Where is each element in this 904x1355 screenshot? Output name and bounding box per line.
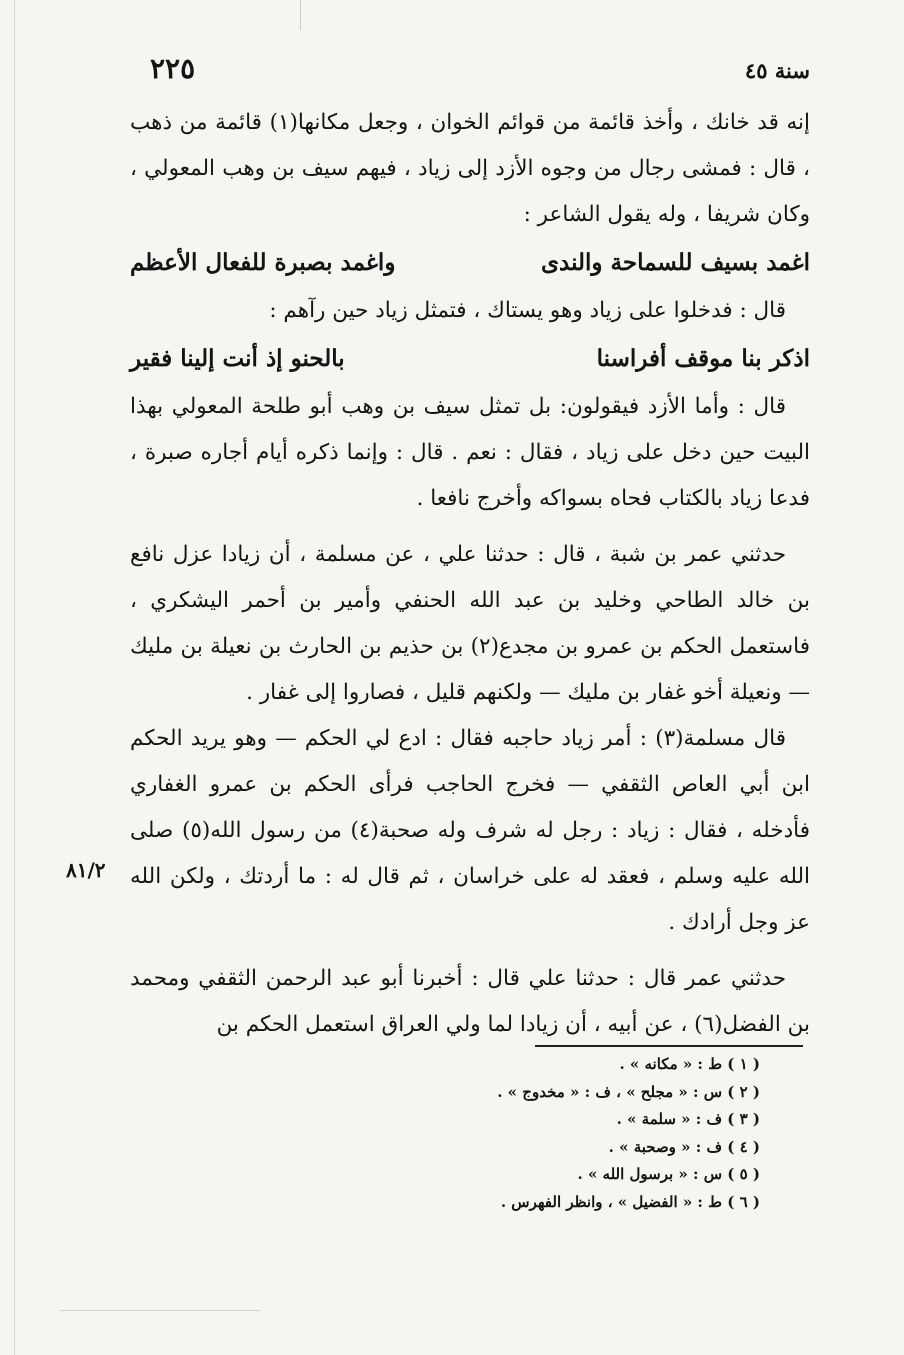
verse-hemistich-first: اغمد بسيف للسماحة والندى [541, 249, 810, 276]
margin-reference: ٨١/٢ [66, 858, 106, 882]
footnote-separator [535, 1045, 803, 1047]
running-head-year: سنة ٤٥ [744, 58, 810, 83]
verse-line [130, 238, 810, 288]
verse-hemistich-first: اذكر بنا موقف أفراسنا [596, 345, 810, 372]
page-header [150, 52, 810, 88]
footnote: ( ٣ ) ف : « سلمة » . [616, 1110, 760, 1128]
paragraph: قال مسلمة(٣) : أمر زياد حاجبه فقال : ادع لي الحكم — وهو يريد الحكم ابن أبي العاص الثقفي — فخرج الحاجب فرأى الحكم بن عمرو الغفاري فأدخله ، فقال : زياد : رجل له شرف وله صحبة(٤) من رسول الله(٥) صلى الله عليه وسلم ، فعقد له على خراسان ، ثم قال له : ما أردتك ، ولكن الله عز وجل أرادك . [130, 726, 810, 935]
paragraph: حدثني عمر قال : حدثنا علي قال : أخبرنا أبو عبد الرحمن الثقفي ومحمد بن الفضل(٦) ، عن أبيه ، أن زيادا لما ولي العراق استعمل الحكم بن [130, 966, 810, 1037]
footnote: ( ١ ) ط : « مكانه » . [619, 1055, 760, 1073]
main-text [130, 100, 810, 1048]
page-number: ٢٢٥ [150, 52, 196, 85]
page-crease [300, 0, 301, 30]
paragraph: قال : وأما الأزد فيقولون: بل تمثل سيف بن وهب أبو طلحة المعولي بهذا البيت حين دخل على زياد ، فقال : نعم . قال : وإنما ذكره أيام أجاره صبرة ، فدعا زياد بالكتاب فحاه بسواكه وأخرج نافعا . [130, 394, 810, 511]
footnote: ( ٥ ) س : « برسول الله » . [577, 1165, 760, 1183]
footnote: ( ٤ ) ف : « وصحبة » . [608, 1137, 760, 1156]
page-edge [14, 0, 15, 1355]
page-smudge [60, 1310, 260, 1311]
verse-hemistich-second: بالحنو إذ أنت إلينا فقير [130, 345, 345, 372]
verse-hemistich-second: واغمد بصبرة للفعال الأعظم [130, 249, 396, 276]
paragraph: حدثني عمر بن شبة ، قال : حدثنا علي ، عن مسلمة ، أن زيادا عزل نافع بن خالد الطاحي وخليد بن عبد الله الحنفي وأمير بن أحمر اليشكري ، فاستعمل الحكم بن عمرو بن مجدع(٢) بن حذيم بن الحارث بن نعيلة بن مليك — ونعيلة أخو غفار بن مليك — ولكنهم قليل ، فصاروا إلى غفار . [130, 542, 811, 705]
verse-line [130, 334, 810, 384]
paragraph: قال : فدخلوا على زياد وهو يستاك ، فتمثل زياد حين رآهم : [269, 298, 786, 323]
paragraph: إنه قد خانك ، وأخذ قائمة من قوائم الخوان ، وجعل مكانها(١) قائمة من ذهب ، قال : فمشى رجال من وجوه الأزد إلى زياد ، فيهم سيف بن وهب المعولي ، وكان شريفا ، وله يقول الشاعر : [130, 110, 810, 227]
footnote: ( ٦ ) ط : « الفضيل » ، وانظر الفهرس . [500, 1192, 760, 1211]
footnotes [360, 1051, 760, 1216]
footnote: ( ٢ ) س : « مجلح » ، ف : « مخدوج » . [497, 1082, 760, 1101]
